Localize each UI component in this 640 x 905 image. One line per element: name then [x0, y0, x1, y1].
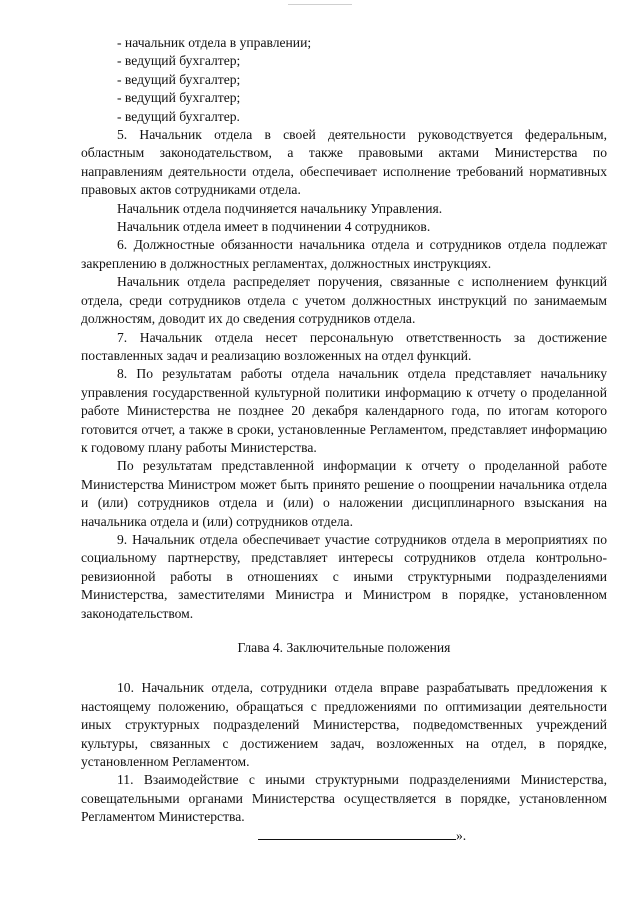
paragraph-9: 9. Начальник отдела обеспечивает участие сотрудников отдела в мероприятиях по социальному партнерству, представляет интересы сотрудников отдела контрольно-ревизионной работы в отношениях с иными структурными подразделениями Министерства, заместителями Министра и Министром в порядке, установленном законодательством. [81, 531, 607, 621]
paragraph-5: 5. Начальник отдела в своей деятельности руководствуется федеральным, областным законодательством, а также правовыми актами Министерства по направлениям деятельности отдела, обеспечивает исполнение требований нормативных правовых актов сотрудниками отдела. [81, 127, 607, 198]
paragraph-8: 8. По результатам работы отдела начальник отдела представляет начальнику управления государственной культурной политики информацию к отчету о проделанной работе Министерства не позднее 20 декабря календарного года, по итогам которого готовится отчет, а также в сроки, установленные Регламентом, представляет информацию к годовому плану работы Министерства. [81, 366, 607, 455]
list-item: - ведущий бухгалтер. [117, 108, 240, 124]
list-item: - ведущий бухгалтер; [117, 71, 241, 87]
paragraph-6: 6. Должностные обязанности начальника отдела и сотрудников отдела подлежат закреплению в должностных регламентах, должностных инструкциях. [81, 237, 607, 271]
list-item: - ведущий бухгалтер; [117, 90, 241, 106]
list-item: - ведущий бухгалтер; [117, 53, 241, 69]
paragraph-7: 7. Начальник отдела несет персональную ответственность за достижение поставленных задач и реализацию возложенных на отдел функций. [81, 329, 607, 363]
paragraph-10: 10. Начальник отдела, сотрудники отдела вправе разрабатывать предложения к настоящему положению, обращаться с предложениями по оптимизации деятельности иных структурных подразделений Министерства, подведомственных учреждений культуры, связанных с достижением задач, возложенных на отдел, в порядке, установленном Регламентом. [81, 680, 607, 770]
list-item: - начальник отдела в управлении; [117, 35, 312, 50]
paragraph-rewards: По результатам представленной информации к отчету о проделанной работе Министерства Министром может быть принято решение о поощрении начальника отдела и (или) сотрудников отдела и (или) о наложении дисциплинарного взыскания на начальника отдела и (или) сотрудников отдела. [81, 458, 607, 529]
paragraph-staff-count: Начальник отдела имеет в подчинении 4 сотрудников. [117, 219, 431, 235]
signature-closing-quote: ». [456, 828, 467, 843]
signature-area [258, 827, 466, 844]
paragraph-subordination: Начальник отдела подчиняется начальнику Управления. [117, 200, 443, 216]
document-body [81, 34, 607, 827]
paragraph-assignments: Начальник отдела распределяет поручения, связанные с исполнением функций отдела, среди сотрудников отдела с учетом должностных инструкций по занимаемым должностям, доводит их до сведения сотрудников отдела. [81, 274, 607, 327]
chapter-heading: Глава 4. Заключительные положения [237, 640, 451, 655]
scan-mark [288, 4, 352, 5]
signature-line [258, 827, 456, 840]
paragraph-11: 11. Взаимодействие с иными структурными подразделениями Министерства, совещательными органами Министерства осуществляется в порядке, установленном Регламентом Министерства. [81, 772, 607, 825]
